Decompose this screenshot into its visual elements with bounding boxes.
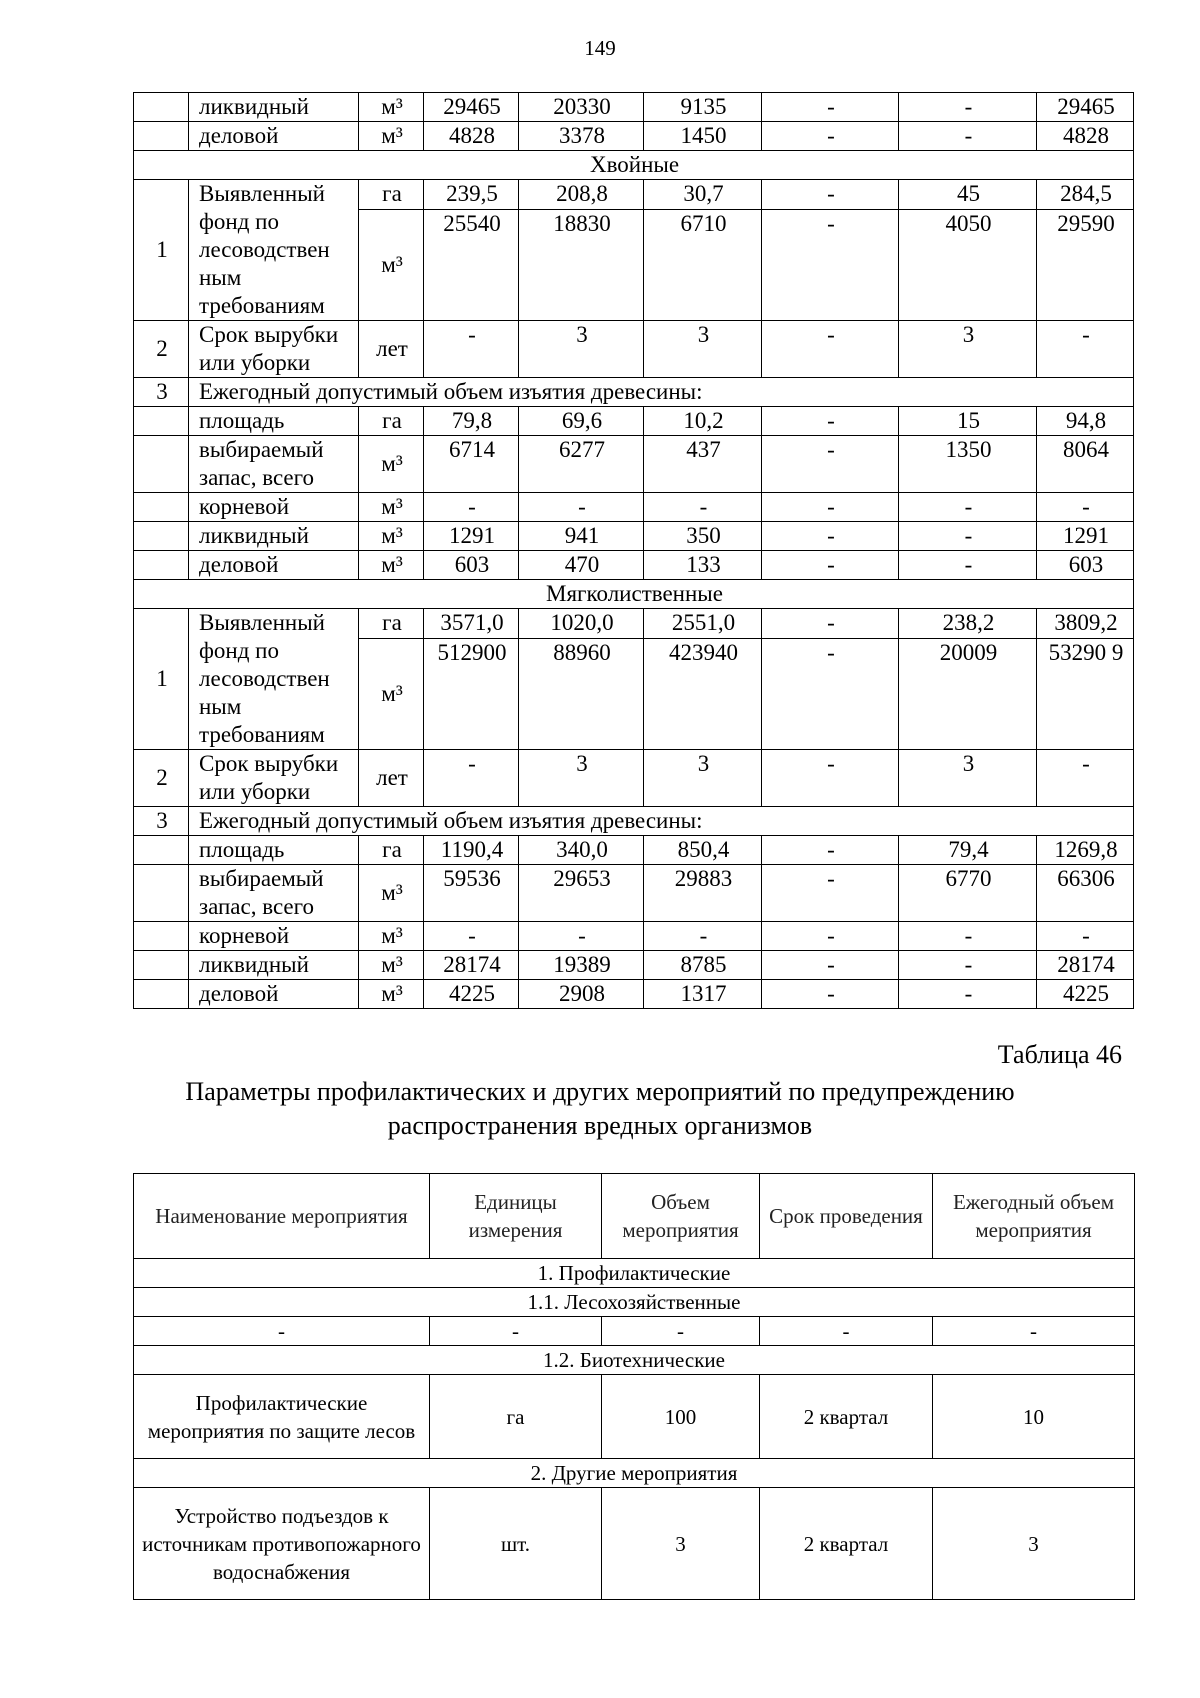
number-cell [134,951,189,980]
value-cell: 88960 [519,639,644,750]
label-cell: площадь [189,836,359,865]
value-cell: 1450 [644,122,762,151]
cell-term: 2 квартал [760,1375,933,1459]
number-cell [134,836,189,865]
table-row [134,522,1134,551]
unit-cell: га [359,180,424,210]
header-units: Единицы измерения [430,1174,602,1259]
label-cell: выбираемый запас, всего [189,865,359,922]
unit-cell: м³ [359,122,424,151]
table-row [134,1488,1135,1600]
value-cell: - [762,865,899,922]
value-cell: - [762,122,899,151]
value-cell: 19389 [519,951,644,980]
label-cell: деловой [189,122,359,151]
label-cell: площадь [189,407,359,436]
table-row [134,1317,1135,1346]
value-cell: - [424,493,519,522]
label-cell: корневой [189,922,359,951]
value-cell: 6770 [899,865,1037,922]
cell-annual: 3 [933,1488,1135,1600]
value-cell: - [762,922,899,951]
value-cell: 1291 [424,522,519,551]
number-cell: 1 [134,180,189,321]
value-cell: - [762,639,899,750]
unit-cell: м³ [359,551,424,580]
value-cell: - [762,407,899,436]
value-cell: - [762,180,899,210]
value-cell: 20009 [899,639,1037,750]
value-cell: - [899,522,1037,551]
label-cell: Ежегодный допустимый объем изъятия древесины: [189,807,1134,836]
label-cell: Выявленный фонд по лесоводствен ным требованиям [189,180,359,321]
value-cell: 340,0 [519,836,644,865]
value-cell: - [762,551,899,580]
unit-cell: м³ [359,493,424,522]
number-cell [134,922,189,951]
value-cell: 1317 [644,980,762,1009]
number-cell [134,407,189,436]
cell-volume: 100 [602,1375,760,1459]
value-cell: 8785 [644,951,762,980]
value-cell: 239,5 [424,180,519,210]
value-cell: 28174 [424,951,519,980]
table-row [134,551,1134,580]
value-cell: - [762,93,899,122]
value-cell: 28174 [1037,951,1134,980]
cell-unit: шт. [430,1488,602,1600]
label-cell: ликвидный [189,522,359,551]
number-cell [134,93,189,122]
unit-cell: м³ [359,951,424,980]
table-row [134,980,1134,1009]
unit-cell: м³ [359,436,424,493]
value-cell: 1291 [1037,522,1134,551]
value-cell: 53290 9 [1037,639,1134,750]
value-cell: - [899,551,1037,580]
label-cell: деловой [189,551,359,580]
value-cell: 69,6 [519,407,644,436]
value-cell: - [762,522,899,551]
section-row [134,1346,1135,1375]
value-cell: - [644,922,762,951]
section-row [134,1288,1135,1317]
value-cell: - [519,922,644,951]
value-cell: 20330 [519,93,644,122]
table-row [134,493,1134,522]
label-cell: ликвидный [189,951,359,980]
unit-cell: лет [359,321,424,378]
table-caption: Таблица 46 [997,1040,1122,1069]
value-cell: 4225 [1037,980,1134,1009]
table-title-line-1: Параметры профилактических и других мероприятий по предупреждению [185,1077,1015,1106]
unit-cell: м³ [359,522,424,551]
section-title: 1. Профилактические [134,1259,1135,1288]
value-cell: - [762,493,899,522]
value-cell: 4050 [899,210,1037,321]
table-row [134,93,1134,122]
cell-activity-name: Профилактические мероприятия по защите лесов [134,1375,430,1459]
value-cell: 9135 [644,93,762,122]
section-title: 2. Другие мероприятия [134,1459,1135,1488]
cell-term: 2 квартал [760,1488,933,1600]
value-cell: 30,7 [644,180,762,210]
value-cell: - [762,836,899,865]
cell-volume: 3 [602,1488,760,1600]
value-cell: 8064 [1037,436,1134,493]
value-cell: 3809,2 [1037,609,1134,639]
header-term: Срок проведения [760,1174,933,1259]
value-cell: 3378 [519,122,644,151]
value-cell: 18830 [519,210,644,321]
value-cell: - [899,980,1037,1009]
number-cell: 2 [134,750,189,807]
value-cell: 2908 [519,980,644,1009]
label-cell: Выявленный фонд по лесоводствен ным требованиям [189,609,359,750]
unit-cell: м³ [359,93,424,122]
value-cell: 3571,0 [424,609,519,639]
cell-unit: га [430,1375,602,1459]
value-cell: 238,2 [899,609,1037,639]
cell-activity-name: Устройство подъездов к источникам противопожарного водоснабжения [134,1488,430,1600]
value-cell: 941 [519,522,644,551]
value-cell: 3 [899,750,1037,807]
value-cell: 25540 [424,210,519,321]
number-cell: 3 [134,378,189,407]
label-cell: выбираемый запас, всего [189,436,359,493]
value-cell: - [899,122,1037,151]
number-cell [134,980,189,1009]
value-cell: 1350 [899,436,1037,493]
value-cell: 512900 [424,639,519,750]
value-cell: 1020,0 [519,609,644,639]
table-row [134,807,1134,836]
section-row [134,1459,1135,1488]
value-cell: 4828 [424,122,519,151]
value-cell: 29465 [424,93,519,122]
value-cell: 437 [644,436,762,493]
label-cell: Срок вырубки или уборки [189,750,359,807]
value-cell: - [762,321,899,378]
section-row [134,1259,1135,1288]
value-cell: - [762,951,899,980]
header-annual-volume: Ежегодный объем мероприятия [933,1174,1135,1259]
value-cell: - [1037,750,1134,807]
number-cell: 3 [134,807,189,836]
table-row [134,836,1134,865]
value-cell: 3 [519,321,644,378]
value-cell: 59536 [424,865,519,922]
value-cell: 15 [899,407,1037,436]
table-title [0,1075,1200,1143]
value-cell: 1190,4 [424,836,519,865]
value-cell: 29590 [1037,210,1134,321]
unit-cell: га [359,836,424,865]
value-cell: - [519,493,644,522]
value-cell: 603 [424,551,519,580]
unit-cell: м³ [359,980,424,1009]
label-cell: Срок вырубки или уборки [189,321,359,378]
cell: - [602,1317,760,1346]
value-cell: 6277 [519,436,644,493]
value-cell: 423940 [644,639,762,750]
value-cell: 350 [644,522,762,551]
value-cell: - [762,609,899,639]
value-cell: - [762,210,899,321]
table-row [134,180,1134,210]
table-title-line-2: распространения вредных организмов [387,1111,813,1140]
number-cell: 2 [134,321,189,378]
section-row [134,580,1134,609]
table-row [134,951,1134,980]
value-cell: 1269,8 [1037,836,1134,865]
cell: - [134,1317,430,1346]
value-cell: 3 [644,321,762,378]
table-row [134,609,1134,639]
value-cell: 2551,0 [644,609,762,639]
table-row [134,407,1134,436]
value-cell: 6710 [644,210,762,321]
value-cell: - [899,93,1037,122]
value-cell: 79,4 [899,836,1037,865]
value-cell: - [762,436,899,493]
value-cell: - [424,922,519,951]
unit-cell: м³ [359,210,424,321]
unit-cell: га [359,609,424,639]
cell: - [430,1317,602,1346]
header-volume: Объем мероприятия [602,1174,760,1259]
table-row [134,436,1134,493]
value-cell: - [899,951,1037,980]
cell-annual: 10 [933,1375,1135,1459]
value-cell: 6714 [424,436,519,493]
value-cell: - [899,922,1037,951]
table-header-row [134,1174,1135,1259]
value-cell: 208,8 [519,180,644,210]
value-cell: 284,5 [1037,180,1134,210]
value-cell: 29653 [519,865,644,922]
harvest-volume-table [133,92,1134,1009]
page-number: 149 [584,36,616,60]
section-row [134,151,1134,180]
table-row [134,378,1134,407]
value-cell: - [644,493,762,522]
number-cell [134,122,189,151]
value-cell: 3 [519,750,644,807]
table-row [134,922,1134,951]
value-cell: 4828 [1037,122,1134,151]
value-cell: - [762,750,899,807]
value-cell: - [1037,922,1134,951]
table-row [134,865,1134,922]
value-cell: - [1037,321,1134,378]
pest-prevention-table [133,1173,1135,1600]
unit-cell: м³ [359,639,424,750]
subsection-title: 1.1. Лесохозяйственные [134,1288,1135,1317]
number-cell [134,436,189,493]
number-cell [134,522,189,551]
table-row [134,122,1134,151]
subsection-title: 1.2. Биотехнические [134,1346,1135,1375]
value-cell: 79,8 [424,407,519,436]
value-cell: 66306 [1037,865,1134,922]
value-cell: 10,2 [644,407,762,436]
table-row [134,321,1134,378]
value-cell: 850,4 [644,836,762,865]
cell: - [933,1317,1135,1346]
value-cell: - [762,980,899,1009]
section-title: Мягколиственные [134,580,1134,609]
value-cell: 45 [899,180,1037,210]
value-cell: 4225 [424,980,519,1009]
unit-cell: га [359,407,424,436]
number-cell [134,493,189,522]
value-cell: 603 [1037,551,1134,580]
value-cell: - [1037,493,1134,522]
label-cell: ликвидный [189,93,359,122]
value-cell: 3 [899,321,1037,378]
value-cell: - [424,321,519,378]
header-name: Наименование мероприятия [134,1174,430,1259]
value-cell: 29465 [1037,93,1134,122]
label-cell: Ежегодный допустимый объем изъятия древесины: [189,378,1134,407]
value-cell: - [899,493,1037,522]
number-cell [134,551,189,580]
table-row [134,1375,1135,1459]
label-cell: деловой [189,980,359,1009]
value-cell: - [424,750,519,807]
cell: - [760,1317,933,1346]
unit-cell: м³ [359,922,424,951]
table-row [134,750,1134,807]
value-cell: 470 [519,551,644,580]
value-cell: 133 [644,551,762,580]
value-cell: 3 [644,750,762,807]
number-cell [134,865,189,922]
label-cell: корневой [189,493,359,522]
unit-cell: лет [359,750,424,807]
value-cell: 94,8 [1037,407,1134,436]
section-title: Хвойные [134,151,1134,180]
value-cell: 29883 [644,865,762,922]
unit-cell: м³ [359,865,424,922]
number-cell: 1 [134,609,189,750]
